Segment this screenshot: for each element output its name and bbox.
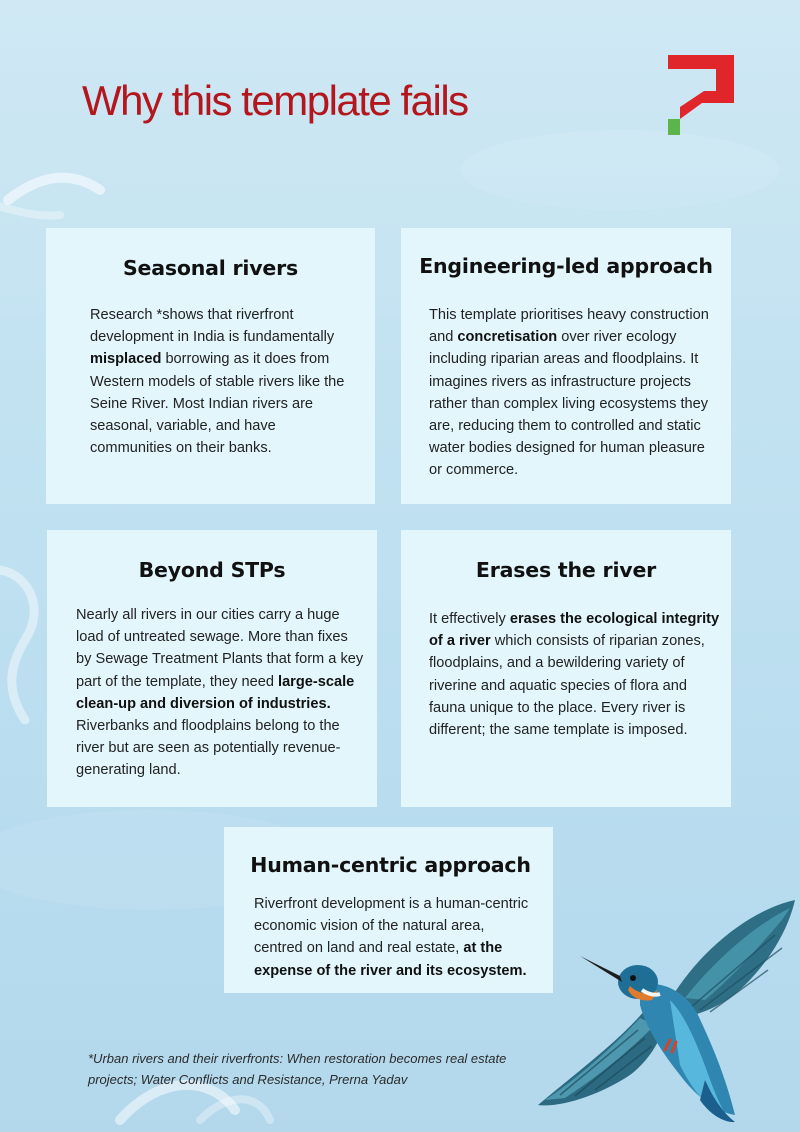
card-heading: Erases the river [475,558,657,582]
body-text: which consists of riparian zones, floodplains, and a bewildering variety of riverine and aquatic species of flora and fauna unique to the place. Every river is different; the same template is imposed. [429,633,705,739]
card-body [429,608,721,741]
body-emphasis: erases the ecological integrity of a river [429,611,720,650]
card-engineering-led-approach [401,228,731,504]
body-text: Nearly all rivers in our cities carry a huge load of untreated sewage. More than fixes by Sewage Treatment Plants that form a key part of the template, they need [76,607,364,690]
card-body [76,604,366,782]
body-text: over river ecology including riparian areas and floodplains. It imagines rivers as infrastructure projects rather than complex living ecosystems they are, reducing them to controlled and static water bodies designed for human pleasure or commerce. [429,329,709,479]
body-emphasis: concretisation [457,329,558,346]
card-human-centric-approach [224,827,553,993]
footnote: *Urban rivers and their riverfronts: When restoration becomes real estate projects; Water Conflicts and Resistance, Prerna Yadav [88,1051,507,1087]
body-text: Riverbanks and floodplains belong to the river but are seen as potentially revenue-generating land. [76,718,341,779]
body-emphasis: large-scale clean-up and diversion of industries. [76,673,355,712]
card-erases-the-river [401,530,731,807]
body-text: It effectively [429,611,510,627]
card-beyond-stps [47,530,377,807]
card-seasonal-rivers [46,228,375,504]
card-body [429,304,719,482]
body-text: Research *shows that riverfront development in India is fundamentally [90,307,335,346]
logo-mark [668,55,734,135]
body-emphasis: at the expense of the river and its ecosystem. [254,940,527,979]
card-body [90,304,356,459]
page-title: Why this template fails [82,77,468,124]
body-emphasis: misplaced [90,351,162,368]
body-text: borrowing as it does from Western models of stable rivers like the Seine River. Most Indian rivers are seasonal, variable, and have communities on their banks. [90,351,345,457]
body-text: This template prioritises heavy construction and [429,307,709,346]
kingfisher-illustration [520,890,800,1125]
card-heading: Beyond STPs [138,558,286,582]
card-heading: Human-centric approach [250,853,531,877]
card-heading: Seasonal rivers [122,256,299,280]
card-body [254,893,534,982]
card-heading: Engineering-led approach [419,254,713,278]
body-text: Riverfront development is a human-centric economic vision of the natural area, centred on land and real estate, [254,896,529,957]
